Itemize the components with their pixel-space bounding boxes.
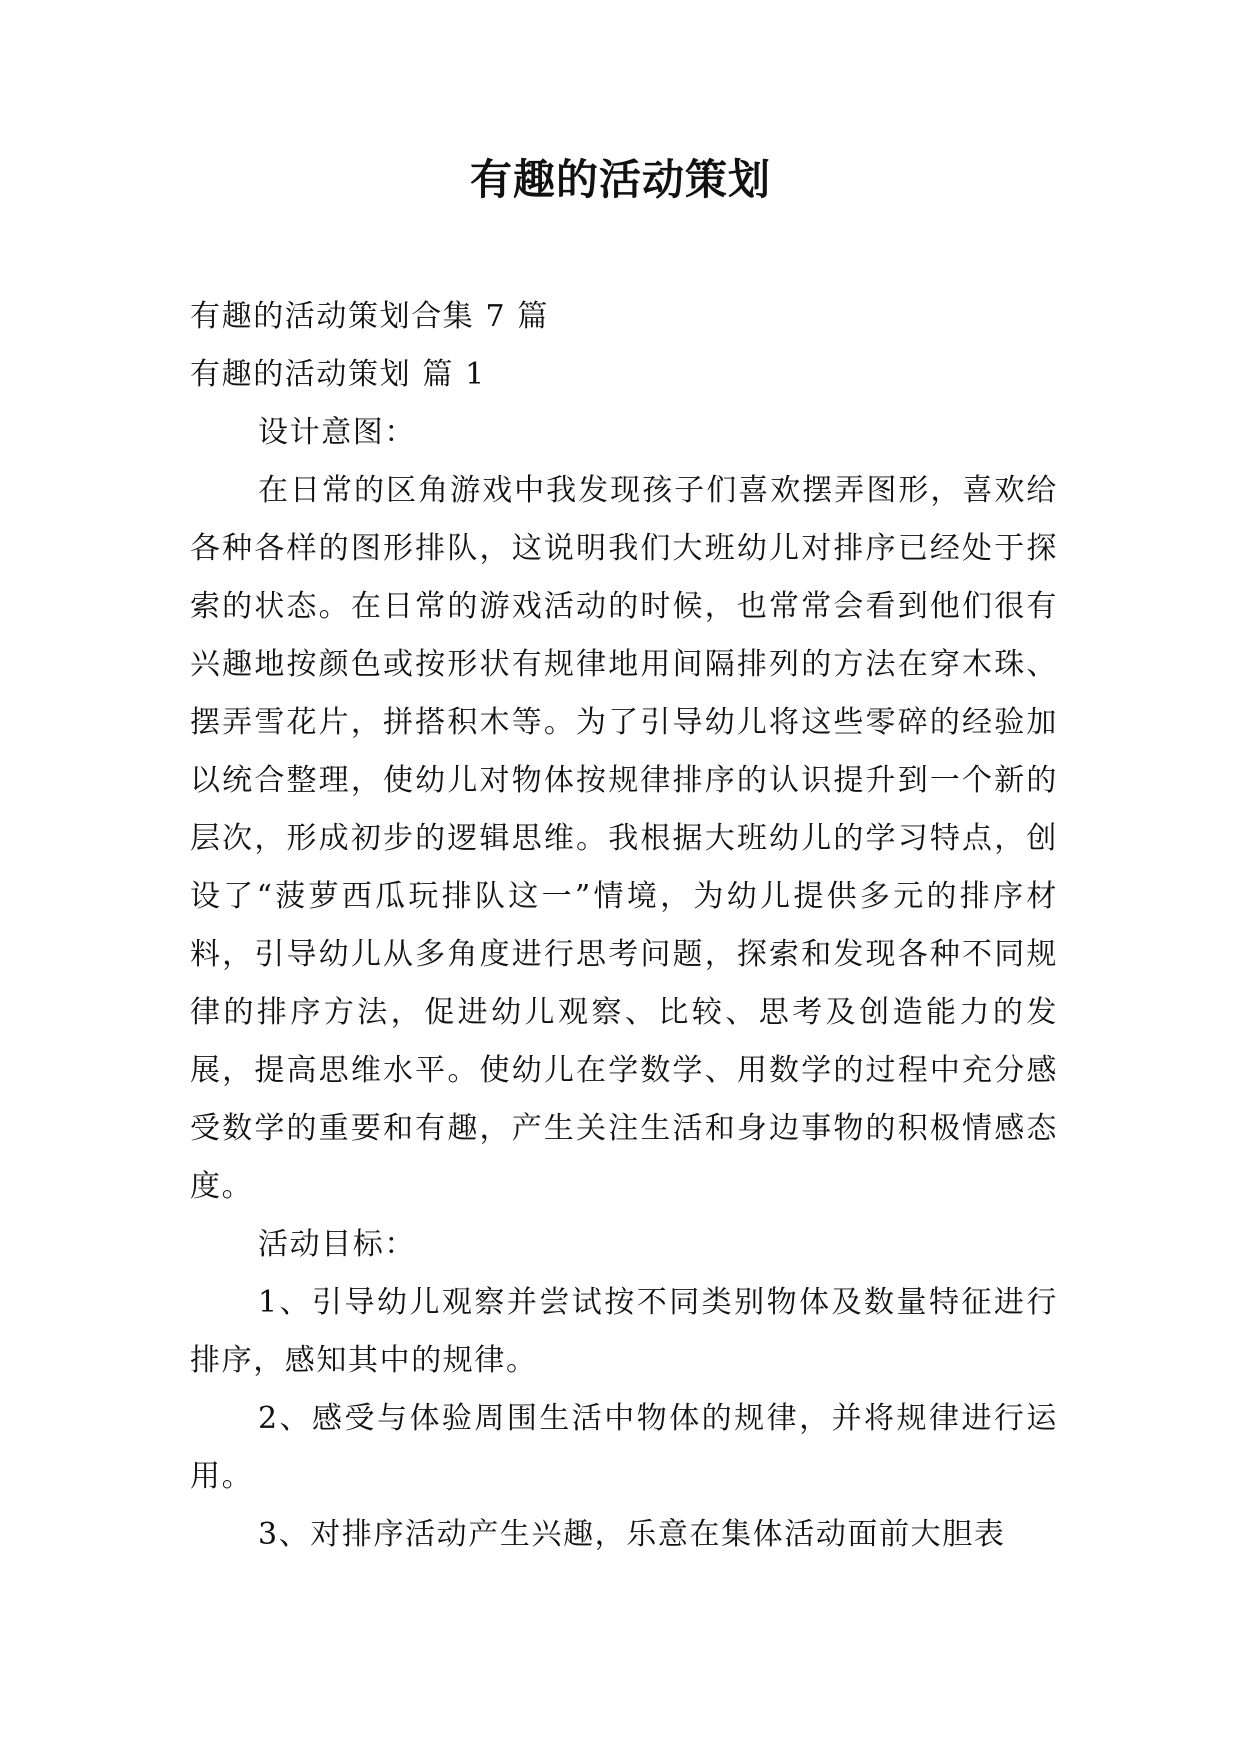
section-heading: 有趣的活动策划 篇 1	[190, 357, 486, 392]
paragraph-goals-heading: 活动目标：	[258, 1227, 416, 1262]
paragraph-goal-2: 2、感受与体验周围生活中物体的规律，并将规律进行运用。	[190, 1401, 1058, 1494]
paragraph-design-intent-heading: 设计意图：	[258, 415, 416, 450]
paragraph-goal-1: 1、引导幼儿观察并尝试按不同类别物体及数量特征进行排序，感知其中的规律。	[190, 1285, 1058, 1378]
document-title: 有趣的活动策划	[469, 155, 771, 204]
paragraph-design-intent: 在日常的区角游戏中我发现孩子们喜欢摆弄图形，喜欢给各种各样的图形排队，这说明我们大班幼儿对排序已经处于探索的状态。在日常的游戏活动的时候，也常常会看到他们很有兴趣地按颜色或按形状有规律地用间隔排列的方法在穿木珠、摆弄雪花片，拼搭积木等。为了引导幼儿将这些零碎的经验加以统合整理，使幼儿对物体按规律排序的认识提升到一个新的层次，形成初步的逻辑思维。我根据大班幼儿的学习特点，创设了“菠萝西瓜玩排队这一”情境，为幼儿提供多元的排序材料，引导幼儿从多角度进行思考问题，探索和发现各种不同规律的排序方法，促进幼儿观察、比较、思考及创造能力的发展，提高思维水平。使幼儿在学数学、用数学的过程中充分感受数学的重要和有趣，产生关注生活和身边事物的积极情感态度。	[190, 473, 1058, 1204]
paragraph-goal-3: 3、对排序活动产生兴趣，乐意在集体活动面前大胆表	[258, 1517, 1006, 1552]
document-body	[190, 288, 1058, 1564]
collection-subtitle: 有趣的活动策划合集 7 篇	[190, 299, 549, 334]
